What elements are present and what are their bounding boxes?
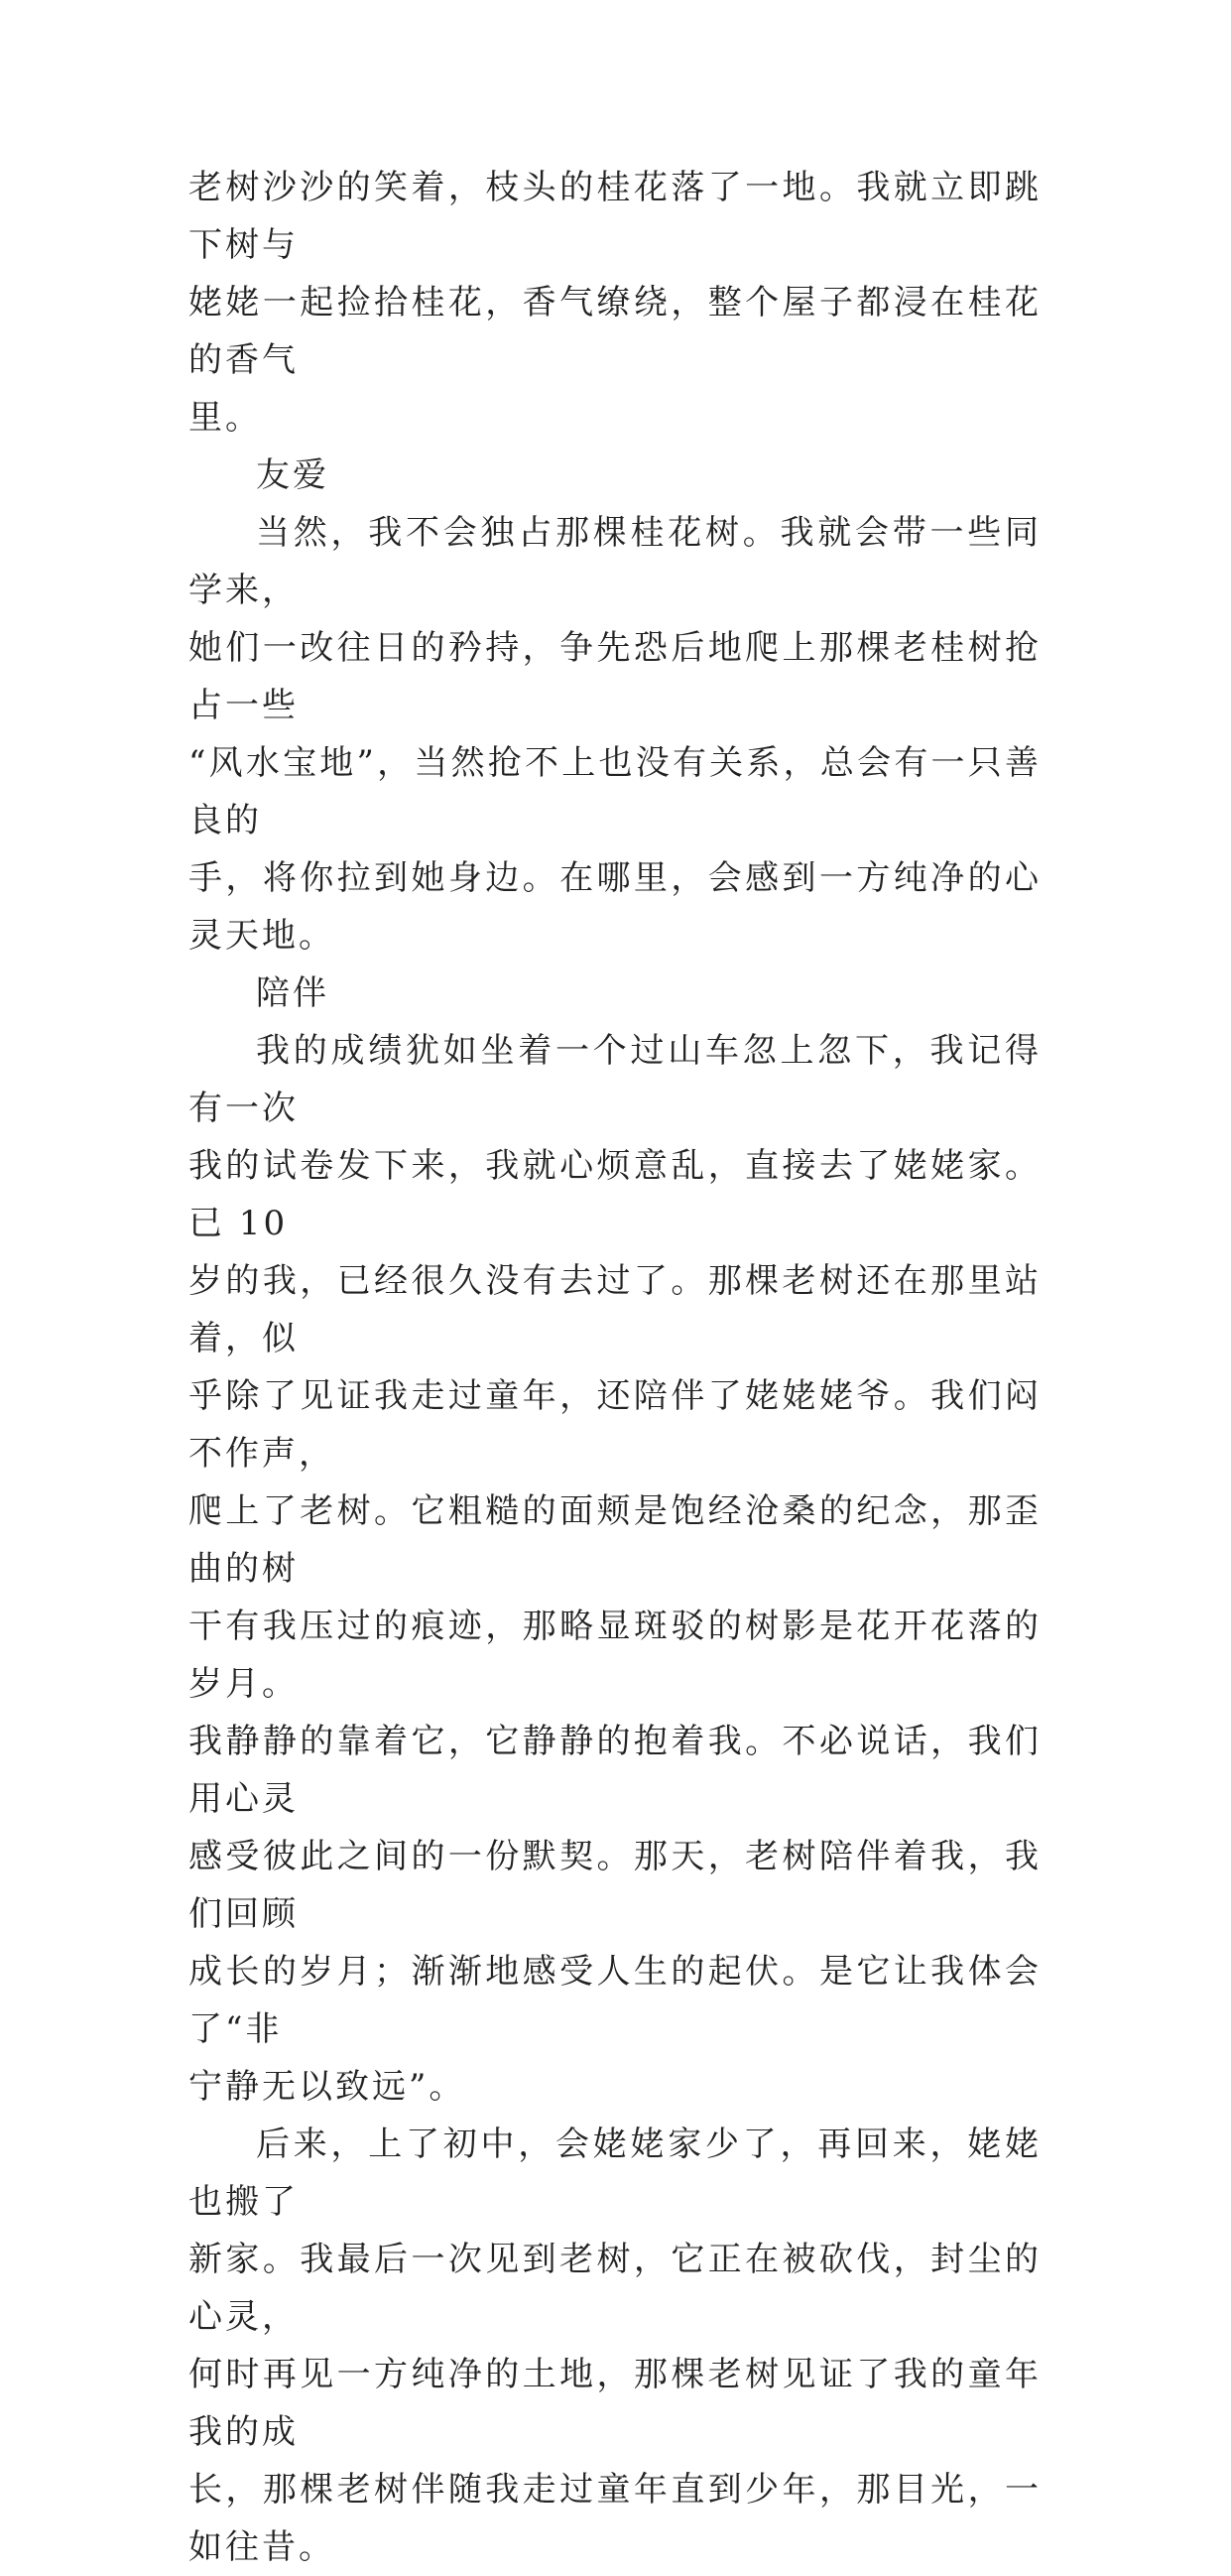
section-heading-peiban: 陪伴 bbox=[256, 973, 329, 1013]
paragraph-1: 老树沙沙的笑着，枝头的桂花落了一地。我就立即跳下树与 姥姥一起捡拾桂花，香气缭绕，整个屋子都浸在桂花的香气 里。 bbox=[188, 168, 1042, 438]
paragraph-3: 我的成绩犹如坐着一个过山车忽上忽下，我记得有一次 我的试卷发下来，我就心烦意乱，直接去了姥姥家。已 10 岁的我，已经很久没有去过了。那棵老树还在那里站着，似 乎除了见证我走过童年，还陪伴了姥姥姥爷。我们闷不作声， 爬上了老树。它粗糙的面颊是饱经沧桑的纪念，那歪曲的树 干有我压过的痕迹，那略显斑驳的树影是花开花落的岁月。 我静静的靠着它，它静静的抱着我。不必说话，我们用心灵 感受彼此之间的一份默契。那天，老树陪伴着我，我们回顾 成长的岁月；渐渐地感受人生的起伏。是它让我体会了“非 宁静无以致远”。 bbox=[188, 1031, 1042, 2107]
section-heading-youai: 友爱 bbox=[256, 455, 329, 495]
document-body bbox=[188, 159, 1042, 2576]
paragraph-2: 当然，我不会独占那棵桂花树。我就会带一些同学来， 她们一改往日的矜持，争先恐后地爬上那棵老桂树抢占一些 “风水宝地”，当然抢不上也没有关系，总会有一只善良的 手，将你拉到她身边。在哪里，会感到一方纯净的心灵天地。 bbox=[188, 513, 1042, 956]
paragraph-4: 后来，上了初中，会姥姥家少了，再回来，姥姥也搬了 新家。我最后一次见到老树，它正在被砍伐，封尘的心灵， 何时再见一方纯净的土地，那棵老树见证了我的童年我的成 长，那棵老树伴随我走过童年直到少年，那目光，一如往昔。 bbox=[188, 2125, 1042, 2567]
